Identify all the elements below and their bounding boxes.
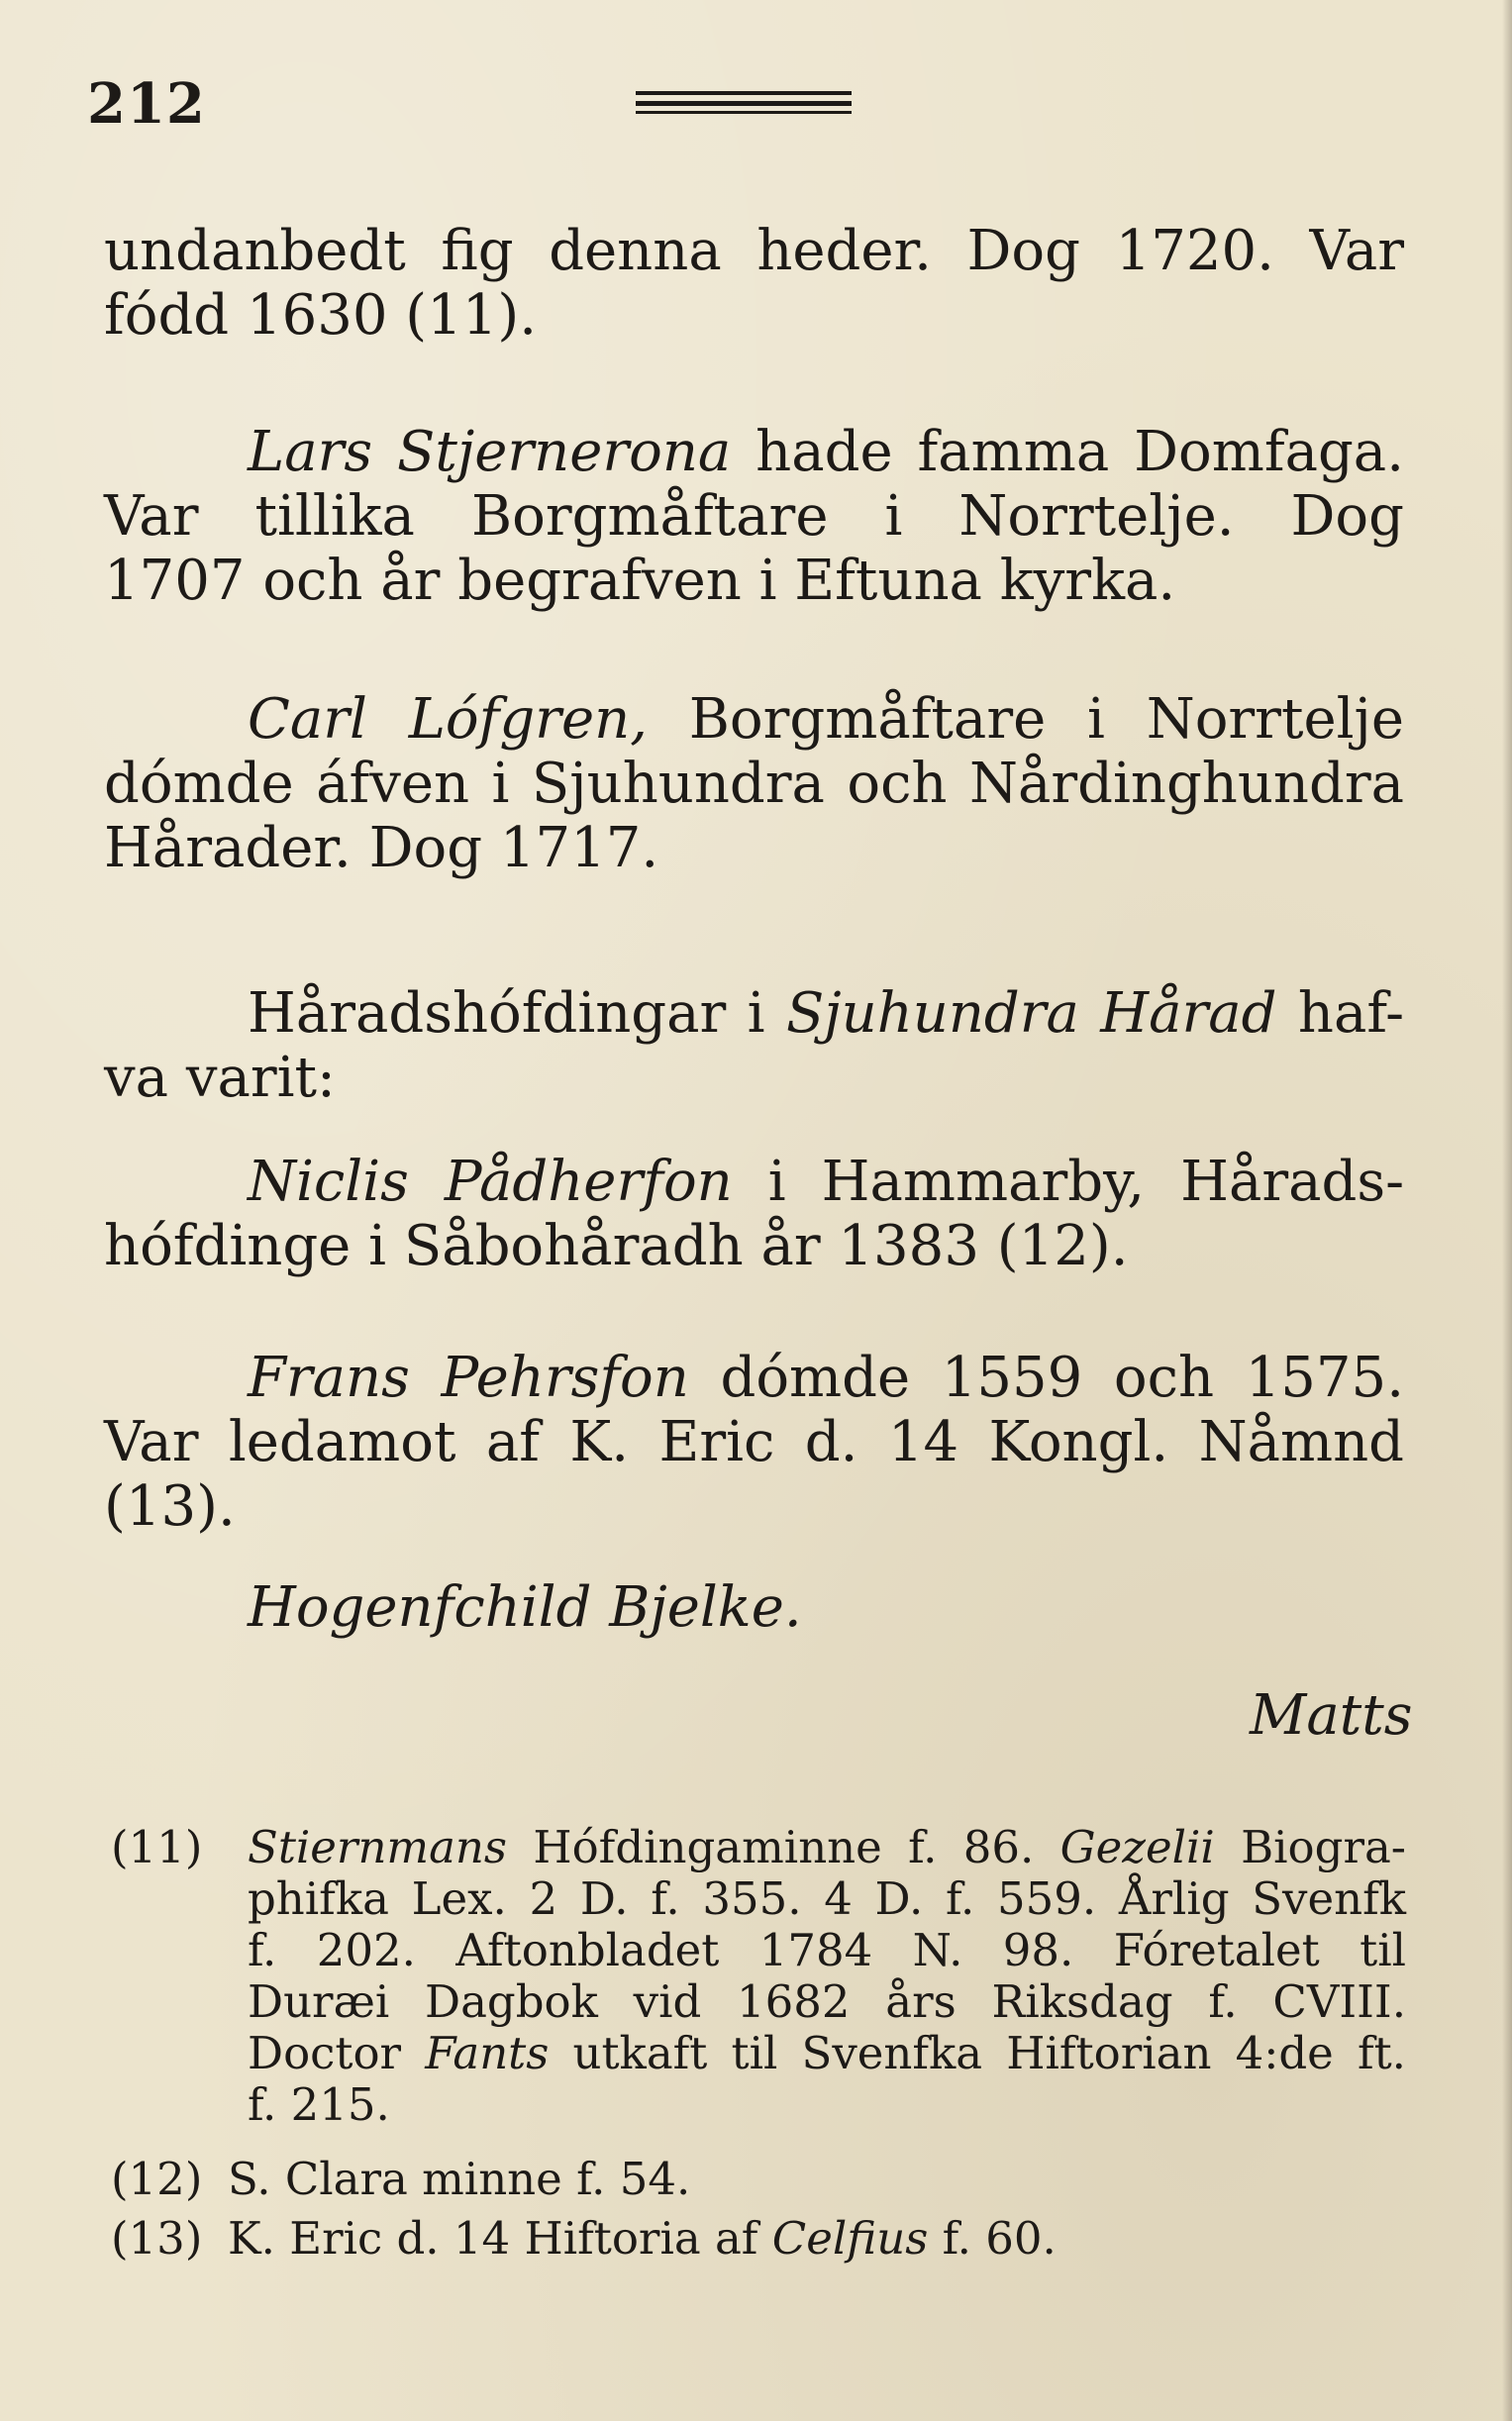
footnote-marker-11: (11) [111,1821,203,1873]
person-name: Niclis Pådherfon [248,1150,733,1214]
author-name: Gezelii [1059,1821,1215,1873]
body-line-carl-lofgren: Carl Lófgren, Borgmåftare i Norrtelje [248,687,1405,752]
body-line: Hårader. Dog 1717. [104,816,659,880]
footnote-line: Duræi Dagbok vid 1682 års Riksdag f. CVIII. [248,1975,1406,2028]
ornament-line [636,91,852,95]
body-line: Var tillika Borgmåftare i Norrtelje. Dog [104,484,1404,549]
catchword: Matts [1250,1683,1413,1748]
footnote-11-line-1: Stiernmans Hófdingaminne f. 86. Gezelii Biogra- [248,1821,1406,1873]
footnote-11-line-5: Doctor Fants utkaft til Svenfka Hiftorian 4:de ft. [248,2027,1406,2079]
body-line-frans-pehrsfon: Frans Pehrsfon dómde 1559 och 1575. [248,1346,1404,1410]
person-name: Lars Stjernerona [248,420,732,484]
footnote-marker-13: (13) [111,2212,203,2265]
footnote-13-text: K. Eric d. 14 Hiftoria af Celfius f. 60. [228,2212,1057,2265]
footnote-marker-12: (12) [111,2153,203,2205]
body-line-niclis-padherfon: Niclis Pådherfon i Hammarby, Hårads- [248,1150,1404,1214]
footnote-line: phifka Lex. 2 D. f. 355. 4 D. f. 559. Årlig Svenfk [248,1872,1406,1925]
body-line: dómde áfven i Sjuhundra och Nårdinghundra [104,752,1404,816]
body-line-hogenfchild-bjelke: Hogenfchild Bjelke. [248,1575,802,1640]
body-line: Var ledamot af K. Eric d. 14 Kongl. Nåmnd [104,1410,1404,1474]
author-name: Fants [425,2027,550,2079]
author-name: Stiernmans [248,1821,508,1873]
body-line: 1707 och år begrafven i Eftuna kyrka. [104,549,1176,613]
header-ornament-rule [636,91,852,115]
body-line-lars-stjernerona: Lars Stjernerona hade famma Domfaga. [248,420,1404,484]
ornament-line [636,111,852,114]
person-name: Frans Pehrsfon [248,1346,689,1410]
body-line: undanbedt fig denna heder. Dog 1720. Var [104,219,1404,283]
place-name: Sjuhundra Hårad [785,981,1277,1046]
page-number: 212 [87,71,206,137]
footnote-line: f. 202. Aftonbladet 1784 N. 98. Fóretalet til [248,1924,1406,1976]
body-line: hófdinge i Såbohåradh år 1383 (12). [104,1214,1129,1278]
ornament-line [636,101,852,106]
body-line: va varit: [104,1046,336,1110]
person-name: Carl Lófgren, [248,687,648,752]
page-edge-shadow [1502,0,1512,2421]
author-name: Celfius [771,2212,929,2265]
footnote-line: f. 215. [248,2078,390,2131]
footnote-12-text: S. Clara minne f. 54. [228,2153,691,2205]
body-line: fódd 1630 (11). [104,283,538,348]
body-line: (13). [104,1474,236,1539]
section-heading-line: Håradshófdingar i Sjuhundra Hårad haf- [248,981,1404,1046]
